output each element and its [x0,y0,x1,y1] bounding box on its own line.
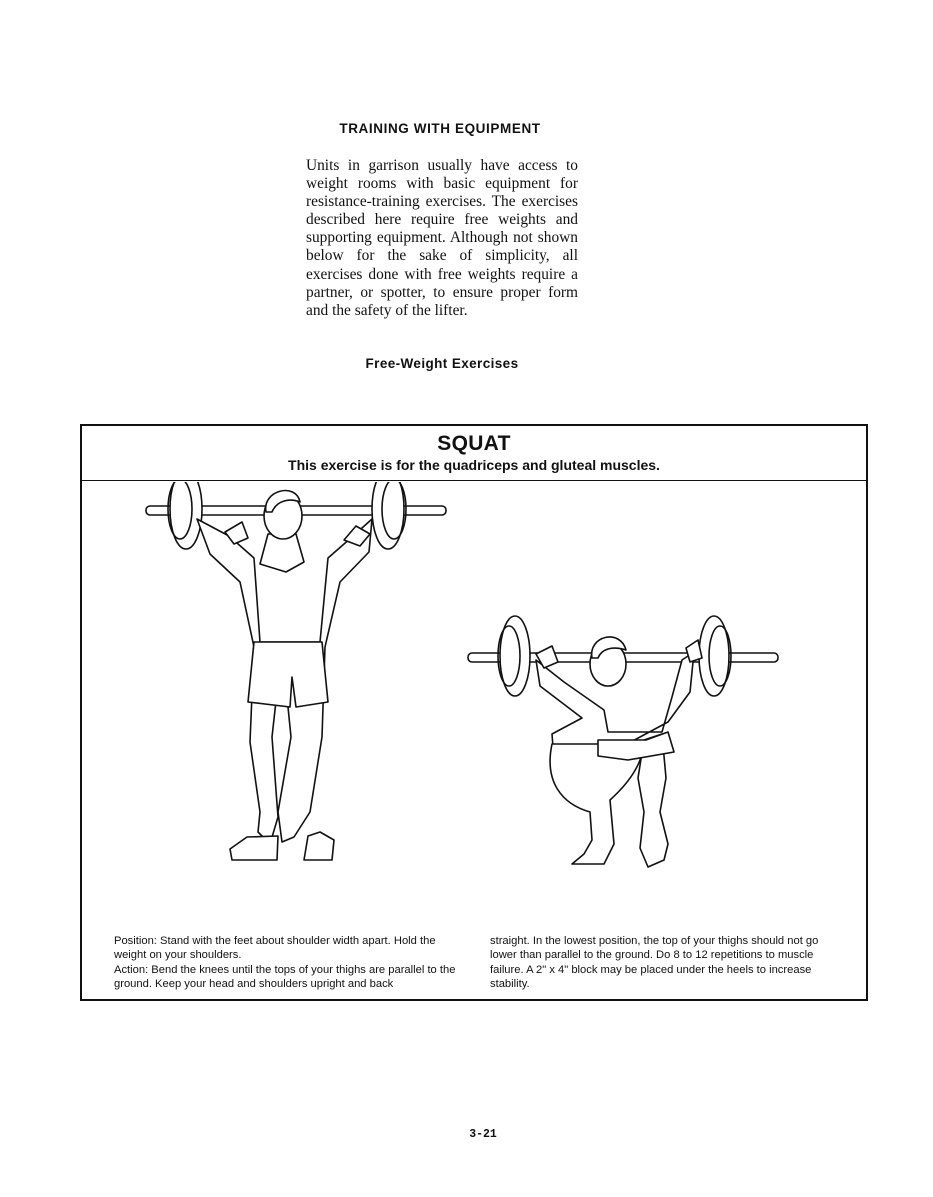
position-label: Position: [114,935,157,947]
exercise-subtitle: This exercise is for the quadriceps and gluteal muscles. [288,457,660,473]
squatting-lifter-figure [468,616,778,867]
exercise-card [80,424,868,1001]
exercise-title: SQUAT [437,432,511,455]
squat-illustration [82,482,866,922]
caption-column-right: straight. In the lowest position, the top of your thighs should not go lower than parallel to the ground. Do 8 to 12 repetitions to muscle failure. A 2" x 4" block may be placed under the heels to increase stability. [490,935,819,990]
section-title: TRAINING WITH EQUIPMENT [339,121,541,136]
exercise-header [82,426,866,481]
position-text: Stand with the feet about shoulder width apart. Hold the weight on your shoulders. [114,935,436,962]
page-number: 3-21 [469,1128,497,1141]
subheading: Free-Weight Exercises [365,356,519,371]
action-label: Action: [114,963,149,976]
caption-column-left [114,934,466,991]
intro-paragraph: Units in garrison usually have access to weight rooms with basic equipment for resistance-training exercises. The exercises described here require free weights and supporting equipment. Although not shown below for the sake of simplicity, all exercises done with free weights require a partner, or spotter, to ensure proper form and the safety of the lifter. [306,157,578,319]
standing-lifter-figure [146,482,446,860]
action-text-part1: Bend the knees until the tops of your thighs are parallel to the ground. Keep your head and shoulders upright and back [114,963,456,990]
